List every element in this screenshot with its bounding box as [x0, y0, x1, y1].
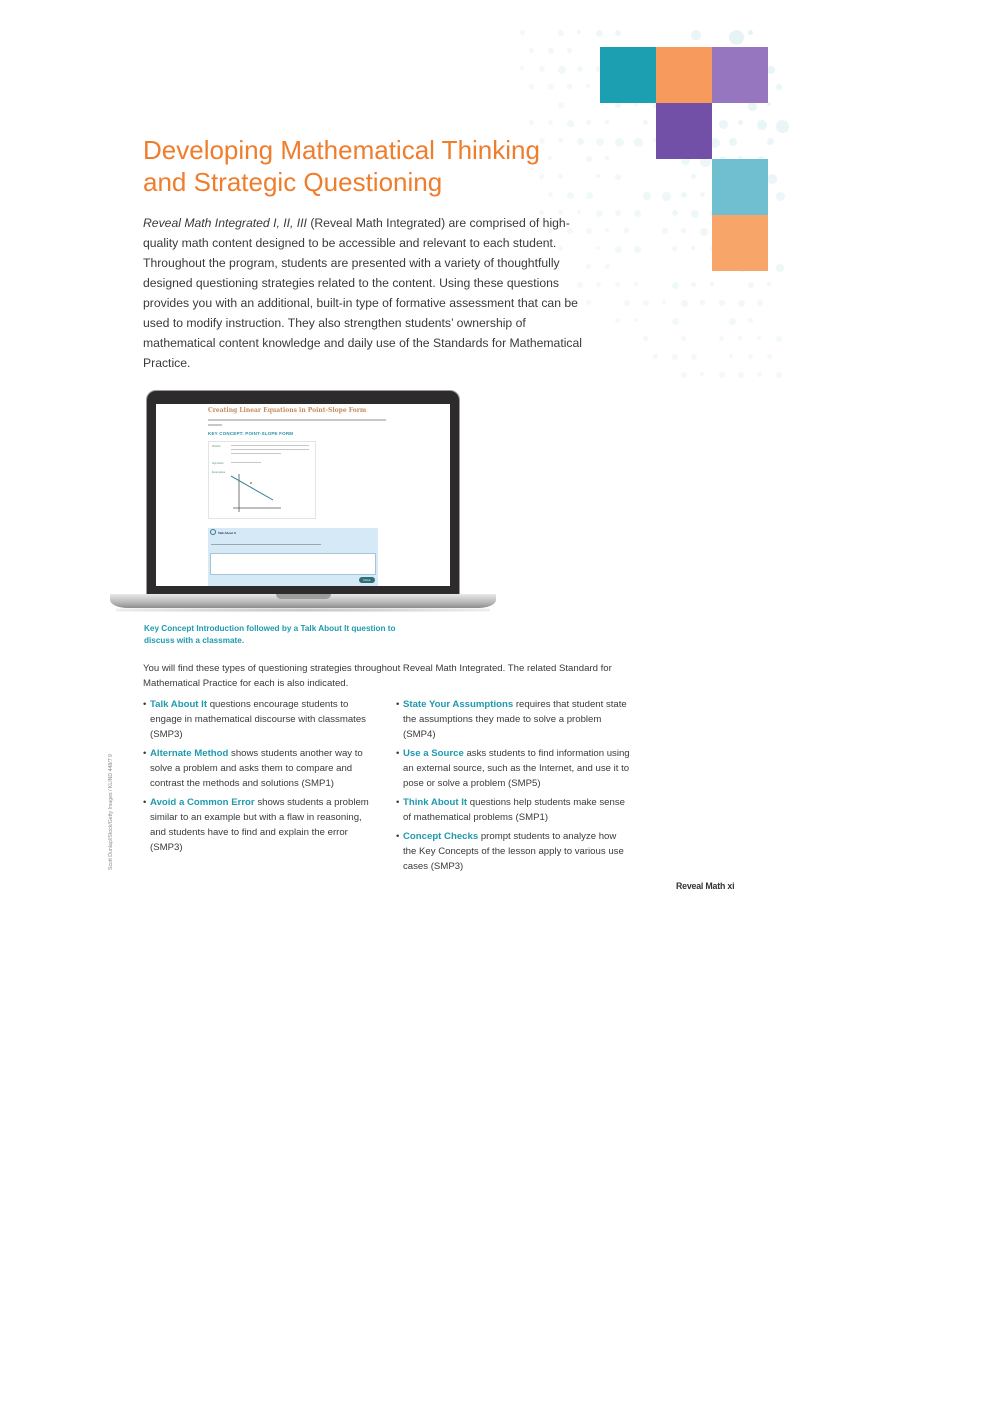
- decorative-dot: [567, 48, 572, 53]
- screen-lesson-title: Creating Linear Equations in Point-Slope Form: [208, 407, 367, 414]
- strategy-term: Avoid a Common Error: [150, 797, 255, 808]
- color-block-lavender: [712, 47, 768, 103]
- decorative-dot: [662, 300, 666, 304]
- decorative-dot: [767, 354, 772, 359]
- decorative-dot: [634, 138, 643, 147]
- screen-done-button: Done: [359, 577, 375, 583]
- decorative-dot: [596, 282, 601, 287]
- decorative-dot: [558, 102, 564, 108]
- decorative-dot: [605, 264, 610, 269]
- decorative-dot: [748, 102, 757, 111]
- decorative-dot: [615, 246, 622, 253]
- decorative-dot: [681, 228, 686, 233]
- decorative-dot: [757, 120, 767, 130]
- decorative-dot: [577, 66, 583, 72]
- decorative-dot: [615, 138, 624, 147]
- program-name: Reveal Math Integrated I, II, III: [143, 216, 307, 230]
- decorative-dot: [520, 66, 524, 70]
- laptop-screen: [156, 404, 450, 586]
- bullet-icon: •: [143, 699, 147, 710]
- globe-icon: [210, 529, 216, 535]
- decorative-dot: [672, 210, 678, 216]
- decorative-dot: [738, 300, 745, 307]
- decorative-dot: [605, 120, 609, 124]
- color-block-teal: [600, 47, 656, 103]
- strategy-item: [143, 795, 378, 855]
- strategy-term: Alternate Method: [150, 748, 229, 759]
- decorative-dot: [615, 318, 620, 323]
- screen-row-label: Words: [212, 444, 221, 448]
- strategy-list-right: [396, 697, 631, 878]
- decorative-dot: [748, 318, 753, 323]
- screen-talk-about-it-panel: [208, 528, 378, 586]
- decorative-dot: [615, 174, 621, 180]
- screen-key-concept-heading: KEY CONCEPT: POINT-SLOPE FORM: [208, 431, 294, 436]
- decorative-dot: [672, 318, 679, 325]
- bullet-icon: •: [396, 797, 400, 808]
- decorative-dot: [634, 210, 641, 217]
- decorative-dot: [577, 30, 581, 34]
- strategy-description: prompt students to analyze how the Key Concepts of the lesson apply to various use cases (SMP3): [403, 831, 624, 872]
- strategy-item: [396, 746, 631, 791]
- strategy-term: Use a Source: [403, 748, 464, 759]
- decorative-dot: [558, 66, 566, 74]
- decorative-dot: [757, 300, 763, 306]
- photo-credit: Scott Dunlap/iStock/Getty Images / KLIND 448/7 9: [108, 754, 114, 870]
- decorative-dot: [691, 246, 695, 250]
- decorative-dot: [729, 30, 744, 45]
- screen-text-line: [211, 544, 321, 545]
- decorative-dot: [662, 192, 671, 201]
- strategy-item: [396, 795, 631, 825]
- screen-line-graph: [231, 472, 301, 514]
- strategy-item: [143, 746, 378, 791]
- decorative-dot: [672, 282, 679, 289]
- decorative-dot: [719, 372, 725, 378]
- decorative-dot: [596, 246, 600, 250]
- bullet-icon: •: [143, 797, 147, 808]
- decorative-dot: [567, 120, 574, 127]
- decorative-dot: [539, 66, 545, 72]
- decorative-dot: [729, 354, 733, 358]
- decorative-dot: [624, 228, 629, 233]
- decorative-dot: [729, 318, 736, 325]
- decorative-dot: [615, 30, 621, 36]
- decorative-dot: [757, 336, 761, 340]
- decorative-dot: [634, 282, 638, 286]
- decorative-dot: [634, 246, 641, 253]
- strategy-term: Concept Checks: [403, 831, 479, 842]
- strategy-description: shows students another way to solve a problem and asks them to compare and contrast the methods and solutions (SMP1): [150, 748, 363, 789]
- page-title-line-1: Developing Mathematical Thinking: [143, 135, 540, 165]
- decorative-dot: [776, 264, 784, 272]
- laptop-shadow: [116, 608, 490, 612]
- decorative-dot: [700, 192, 705, 197]
- screen-text-line: [231, 449, 309, 450]
- strategy-description: shows students a problem similar to an example but with a flaw in reasoning, and students have to find and explain the error (SMP3): [150, 797, 369, 853]
- decorative-dot: [767, 282, 771, 286]
- decorative-dot: [681, 336, 686, 341]
- decorative-dot: [691, 210, 699, 218]
- strategy-description: questions help students make sense of mathematical problems (SMP1): [403, 797, 625, 823]
- decorative-dot: [662, 228, 668, 234]
- screen-panel-heading: Talk About It: [218, 531, 236, 535]
- decorative-dot: [529, 120, 534, 125]
- decorative-dot: [605, 228, 609, 232]
- decorative-dot: [776, 120, 789, 133]
- decorative-dot: [596, 210, 603, 217]
- decorative-dot: [748, 30, 753, 35]
- screen-row-label: Examples: [212, 470, 226, 474]
- decorative-dot: [700, 300, 705, 305]
- decorative-dot: [634, 318, 638, 322]
- color-block-orange: [656, 47, 712, 103]
- strategy-description: questions encourage students to engage in mathematical discourse with classmates (SMP3): [150, 699, 366, 740]
- decorative-dot: [672, 354, 678, 360]
- decorative-dot: [643, 120, 648, 125]
- decorative-dot: [700, 372, 704, 376]
- decorative-dot: [719, 120, 728, 129]
- decorative-dot: [615, 282, 620, 287]
- screen-key-concept-table: [208, 441, 316, 519]
- decorative-dot: [643, 192, 651, 200]
- color-block-purple: [656, 103, 712, 159]
- decorative-dot: [653, 354, 658, 359]
- bullet-icon: •: [396, 748, 400, 759]
- decorative-dot: [691, 30, 701, 40]
- strategies-lead-paragraph: You will find these types of questioning strategies throughout Reveal Math Integrated. The related Standard for Mathematical Practice for each is also indicated.: [143, 663, 612, 689]
- decorative-dot: [738, 372, 744, 378]
- screen-row-label: Symbols: [212, 461, 224, 465]
- decorative-dot: [748, 282, 754, 288]
- bullet-icon: •: [396, 831, 400, 842]
- decorative-dot: [691, 174, 696, 179]
- decorative-dot: [624, 300, 630, 306]
- decorative-dot: [776, 192, 785, 201]
- screen-text-line: [208, 419, 386, 421]
- page-title-line-2: and Strategic Questioning: [143, 167, 443, 197]
- strategy-term: Think About It: [403, 797, 468, 808]
- decorative-dot: [738, 336, 742, 340]
- decorative-dot: [529, 84, 534, 89]
- strategy-description: asks students to find information using an external source, such as the Internet, and use it to pose or solve a problem (SMP5): [403, 748, 630, 789]
- decorative-dot: [691, 282, 696, 287]
- page-folio: Reveal Math xi: [676, 881, 735, 891]
- strategy-item: [396, 829, 631, 874]
- decorative-dot: [776, 84, 782, 90]
- strategy-term: State Your Assumptions: [403, 699, 514, 710]
- decorative-dot: [767, 66, 775, 74]
- screen-text-line: [231, 462, 261, 463]
- decorative-dot: [738, 120, 743, 125]
- decorative-dot: [586, 84, 590, 88]
- decorative-dot: [567, 84, 572, 89]
- decorative-dot: [548, 120, 553, 125]
- decorative-dot: [586, 120, 591, 125]
- color-block-light-orange: [712, 215, 768, 271]
- decorative-dot: [767, 138, 774, 145]
- strategy-term: Talk About It: [150, 699, 208, 710]
- color-block-light-teal: [712, 159, 768, 215]
- decorative-dot: [681, 372, 687, 378]
- laptop-lid: [146, 390, 460, 595]
- decorative-dot: [615, 210, 621, 216]
- laptop-illustration: [108, 390, 498, 615]
- decorative-dot: [548, 84, 554, 90]
- intro-text: (Reveal Math Integrated) are comprised of high-quality math content designed to be accessible and relevant to each student. Throughout the program, students are presented with a variety of thoughtfully designed questioning strategies related to the content. Using these questions provides you with an additional, built-in type of formative assessment that can be used to modify instruction. They also strengthen students’ ownership of mathematical content knowledge and daily use of the Standards for Mathematical Practice.: [143, 216, 582, 370]
- decorative-dot: [681, 300, 688, 307]
- screen-text-line: [208, 424, 222, 426]
- decorative-dot: [757, 372, 762, 377]
- strategy-item: [143, 697, 378, 742]
- bullet-icon: •: [143, 748, 147, 759]
- intro-paragraph: [143, 213, 593, 373]
- decorative-dot: [700, 228, 708, 236]
- decorative-dot: [596, 30, 603, 37]
- decorative-dot: [558, 30, 564, 36]
- laptop-notch: [276, 594, 331, 599]
- strategy-item: [396, 697, 631, 742]
- decorative-dot: [748, 354, 753, 359]
- decorative-dot: [729, 138, 737, 146]
- decorative-dot: [719, 336, 724, 341]
- decorative-dot: [776, 336, 782, 342]
- figure-caption: Key Concept Introduction followed by a Talk About It question to discuss with a classmate.: [144, 624, 396, 645]
- decorative-dot: [776, 372, 782, 378]
- strategy-description: requires that student state the assumptions they made to solve a problem (SMP4): [403, 699, 627, 740]
- decorative-dot: [529, 48, 534, 53]
- decorative-dot: [672, 246, 677, 251]
- decorative-dot: [520, 30, 525, 35]
- screen-answer-textarea: [210, 553, 376, 575]
- decorative-dot: [548, 48, 554, 54]
- decorative-dot: [643, 336, 648, 341]
- decorative-dot: [710, 282, 714, 286]
- screen-text-line: [231, 453, 281, 454]
- decorative-dot: [643, 300, 649, 306]
- decorative-dot: [719, 300, 725, 306]
- page-title: [143, 134, 613, 198]
- screen-text-line: [231, 445, 309, 446]
- decorative-dot: [691, 354, 697, 360]
- decorative-dot: [767, 174, 777, 184]
- strategy-list-left: [143, 697, 378, 859]
- decorative-dot: [681, 192, 687, 198]
- bullet-icon: •: [396, 699, 400, 710]
